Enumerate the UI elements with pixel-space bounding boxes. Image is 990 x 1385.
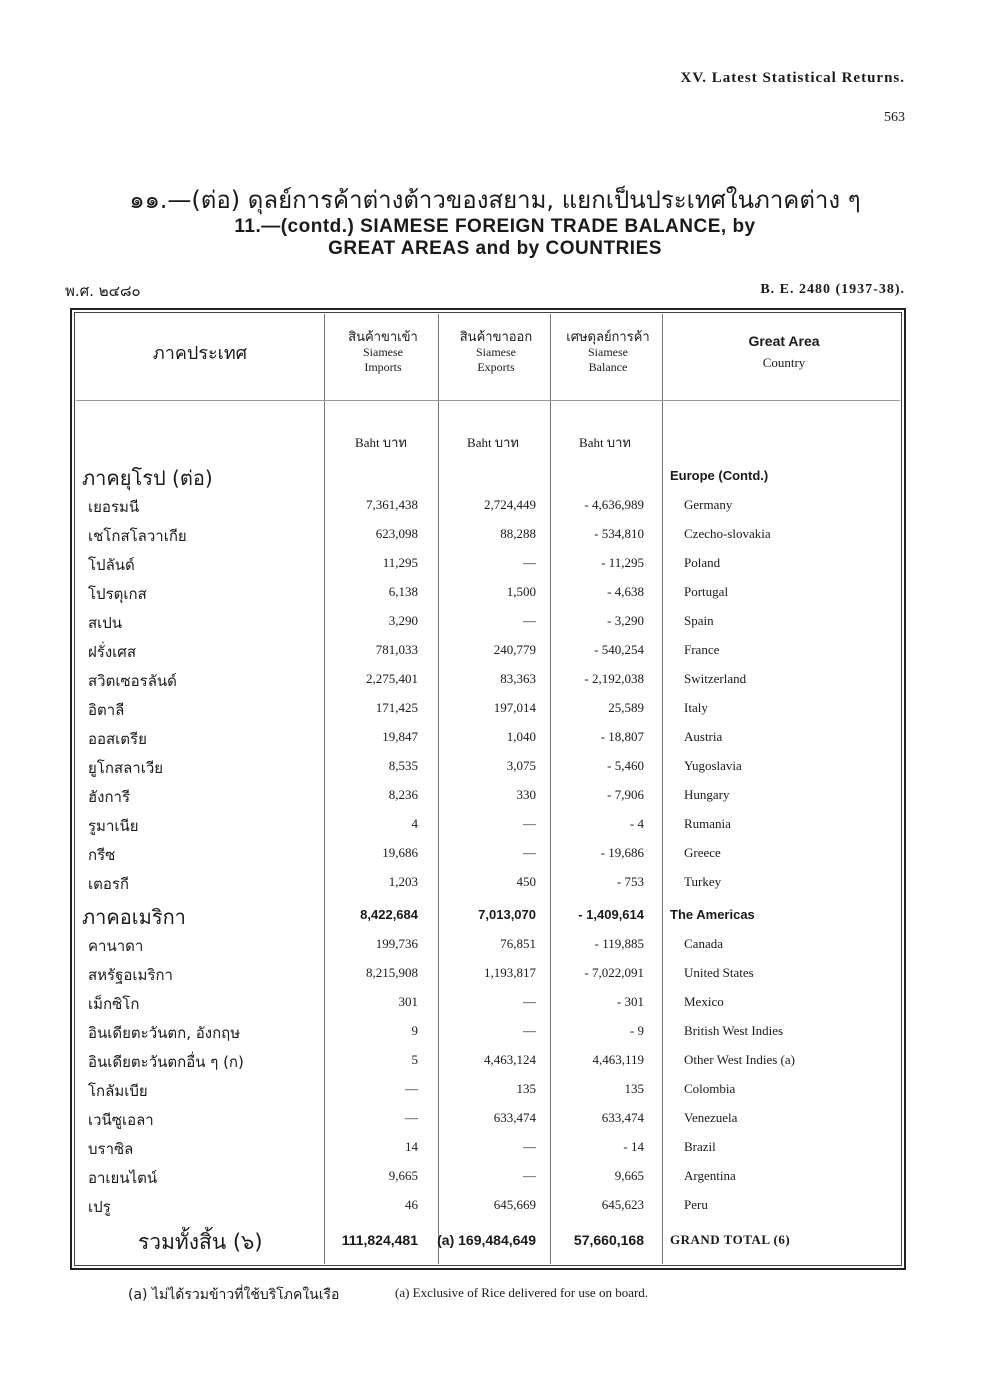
exports-value: 645,669 [493, 1197, 536, 1212]
balance-value: - 18,807 [600, 729, 644, 744]
balance-value: 25,589 [608, 700, 644, 715]
imports-value: 19,847 [382, 729, 418, 744]
exports-value: — [523, 816, 536, 831]
balance-value: - 4,638 [607, 584, 644, 599]
unit-imports: Baht บาท [355, 435, 407, 450]
row-label-english: France [684, 642, 720, 657]
title-thai: ๑๑.—(ต่อ) ดุลย์การค้าต่างต้าวของสยาม, แยกเป็นประเทศในภาคต่าง ๆ [129, 186, 861, 214]
balance-value: 135 [624, 1081, 644, 1096]
imports-value: 1,203 [388, 874, 418, 889]
imports-value: 111,824,481 [341, 1232, 418, 1248]
table-row [72, 959, 904, 988]
page-number: 563 [884, 110, 905, 125]
row-label-english: Mexico [684, 994, 724, 1009]
row-label-english: Germany [684, 497, 733, 512]
row-label-thai: เตอรกี [88, 875, 130, 893]
balance-value: 9,665 [614, 1168, 644, 1183]
row-label-thai: โปรตุเกส [88, 585, 147, 603]
exports-value: 3,075 [506, 758, 536, 773]
balance-value: - 19,686 [600, 845, 644, 860]
header-exports: สินค้าขาออก Siamese Exports [459, 330, 533, 374]
footnote-thai: (a) ไม่ได้รวมข้าวที่ใช้บริโภคในเรือ [128, 1287, 340, 1303]
table-row [72, 578, 904, 607]
table-row [72, 520, 904, 549]
imports-value: — [405, 1081, 418, 1096]
balance-value: - 7,022,091 [584, 965, 644, 980]
balance-value: - 4 [629, 816, 644, 831]
row-label-thai: ฝรั่งเศส [88, 643, 136, 661]
row-label-english: Hungary [684, 787, 730, 802]
row-label-thai: โกลัมเบีย [88, 1082, 148, 1100]
exports-value: 88,288 [500, 526, 536, 541]
balance-value: - 753 [616, 874, 644, 889]
exports-value: 83,363 [500, 671, 536, 686]
row-label-thai: อินเดียตะวันตกอื่น ๆ (ก) [88, 1053, 244, 1071]
row-label-thai: สเปน [88, 614, 123, 632]
exports-value: — [523, 845, 536, 860]
footnote-english: (a) Exclusive of Rice delivered for use on board. [395, 1285, 649, 1300]
exports-value: 7,013,070 [478, 907, 536, 922]
row-label-thai: รวมทั้งสิ้น (๖) [138, 1230, 263, 1254]
row-label-english: Other West Indies (a) [684, 1052, 795, 1067]
balance-value: - 9 [629, 1023, 644, 1038]
imports-value: 8,236 [388, 787, 418, 802]
header-imports: สินค้าขาเข้า Siamese Imports [348, 330, 418, 374]
header-balance: เศษดุลย์การค้า Siamese Balance [566, 330, 650, 374]
exports-value: 2,724,449 [484, 497, 536, 512]
row-label-thai: ภาคยุโรป (ต่อ) [82, 466, 213, 490]
year-thai: พ.ศ. ๒๔๘๐ [65, 282, 141, 300]
running-head: XV. Latest Statistical Returns. [680, 70, 905, 86]
balance-value: - 534,810 [594, 526, 644, 541]
row-label-thai: เวนีซูเอลา [88, 1111, 154, 1129]
balance-value: - 301 [616, 994, 644, 1009]
exports-value: 197,014 [493, 700, 536, 715]
row-label-thai: สวิตเซอรลันด์ [88, 672, 177, 690]
table-row [72, 723, 904, 752]
row-label-english: Poland [684, 555, 721, 570]
header-area-country: Great Area Country [748, 333, 820, 370]
imports-value: 11,295 [382, 555, 418, 570]
imports-value: 781,033 [375, 642, 418, 657]
exports-value: 450 [516, 874, 536, 889]
row-label-english: Turkey [684, 874, 722, 889]
table-row [72, 607, 904, 636]
imports-value: 199,736 [375, 936, 418, 951]
table-row [72, 549, 904, 578]
balance-value: 4,463,119 [592, 1052, 644, 1067]
table-row [72, 1104, 904, 1133]
row-label-thai: อิตาลี [88, 701, 125, 719]
row-label-english: Colombia [684, 1081, 736, 1096]
table-row [72, 988, 904, 1017]
table-row [72, 930, 904, 959]
title-english-line2: GREAT AREAS and by COUNTRIES [328, 238, 662, 259]
row-label-english: Switzerland [684, 671, 747, 686]
imports-value: 3,290 [388, 613, 418, 628]
table-row [72, 752, 904, 781]
balance-value: - 119,885 [594, 936, 644, 951]
balance-value: - 4,636,989 [584, 497, 644, 512]
imports-value: 19,686 [382, 845, 418, 860]
exports-value: 4,463,124 [484, 1052, 536, 1067]
imports-value: 2,275,401 [366, 671, 418, 686]
row-label-thai: คานาดา [88, 937, 144, 955]
imports-value: 9 [411, 1023, 418, 1038]
imports-value: 623,098 [375, 526, 418, 541]
row-label-english: Italy [684, 700, 708, 715]
balance-value: - 5,460 [607, 758, 644, 773]
row-label-thai: ฮังการี [88, 788, 131, 806]
balance-value: 645,623 [601, 1197, 644, 1212]
row-label-thai: อาเยนไตน์ [88, 1169, 158, 1187]
row-label-thai: รูมาเนีย [88, 817, 139, 835]
row-label-english: British West Indies [684, 1023, 784, 1038]
balance-value: 57,660,168 [573, 1232, 644, 1248]
table-row [72, 781, 904, 810]
row-label-thai: บราซิล [88, 1140, 134, 1158]
balance-value: - 11,295 [601, 555, 644, 570]
row-label-english: Rumania [684, 816, 731, 831]
row-label-english: Yugoslavia [684, 758, 742, 773]
total-row [72, 1226, 904, 1255]
imports-value: 4 [411, 816, 418, 831]
row-label-english: Czecho-slovakia [684, 526, 771, 541]
row-label-english: Argentina [684, 1168, 736, 1183]
unit-balance: Baht บาท [579, 435, 631, 450]
header-region: ภาคประเทศ [152, 343, 248, 364]
row-label-thai: โปลันด์ [88, 556, 135, 574]
exports-value: 76,851 [500, 936, 536, 951]
table-row [72, 1046, 904, 1075]
row-label-thai: อินเดียตะวันตก, อังกฤษ [88, 1024, 241, 1042]
row-label-english: Peru [684, 1197, 708, 1212]
row-label-english: Greece [684, 845, 721, 860]
title-english-line1: 11.—(contd.) SIAMESE FOREIGN TRADE BALANCE, by [234, 216, 756, 237]
row-label-english: Portugal [684, 584, 729, 599]
exports-value: 240,779 [493, 642, 536, 657]
exports-value: — [523, 1168, 536, 1183]
row-label-thai: ยูโกสลาเวีย [88, 759, 164, 777]
table-row [72, 1133, 904, 1162]
balance-value: 633,474 [601, 1110, 644, 1125]
table-row [72, 636, 904, 665]
row-label-english: Venezuela [684, 1110, 738, 1125]
imports-value: 7,361,438 [366, 497, 418, 512]
imports-value: 301 [398, 994, 418, 1009]
unit-exports: Baht บาท [467, 435, 519, 450]
year-english: B. E. 2480 (1937-38). [760, 282, 905, 297]
row-label-english: GRAND TOTAL (6) [670, 1232, 791, 1247]
imports-value: 14 [405, 1139, 418, 1154]
row-label-english: Canada [684, 936, 723, 951]
imports-value: 5 [411, 1052, 418, 1067]
table-row [72, 868, 904, 897]
row-label-thai: กรีซ [88, 846, 116, 864]
table-row [72, 839, 904, 868]
balance-value: - 3,290 [607, 613, 644, 628]
imports-value: 46 [405, 1197, 418, 1212]
header-divider [76, 400, 900, 401]
exports-value: (a) 169,484,649 [437, 1232, 536, 1248]
table-row [72, 1075, 904, 1104]
balance-value: - 1,409,614 [578, 907, 644, 922]
balance-value: - 2,192,038 [584, 671, 644, 686]
imports-value: — [405, 1110, 418, 1125]
balance-value: - 7,906 [607, 787, 644, 802]
exports-value: — [523, 1023, 536, 1038]
exports-value: 1,500 [506, 584, 536, 599]
row-label-thai: ออสเตรีย [88, 730, 147, 748]
row-label-thai: เชโกสโลวาเกีย [88, 527, 187, 545]
exports-value: 1,040 [506, 729, 536, 744]
row-label-english: Europe (Contd.) [670, 468, 769, 483]
row-label-thai: เยอรมนี [88, 498, 140, 516]
table-row [72, 1017, 904, 1046]
table-row [72, 491, 904, 520]
row-label-english: Brazil [684, 1139, 716, 1154]
table-row [72, 665, 904, 694]
exports-value: 1,193,817 [484, 965, 536, 980]
imports-value: 6,138 [388, 584, 418, 599]
row-label-english: Spain [684, 613, 714, 628]
balance-value: - 540,254 [594, 642, 644, 657]
trade-table [70, 308, 906, 1270]
balance-value: - 14 [623, 1139, 644, 1154]
row-label-thai: ภาคอเมริกา [82, 905, 186, 929]
imports-value: 8,535 [388, 758, 418, 773]
imports-value: 8,215,908 [366, 965, 418, 980]
exports-value: 135 [516, 1081, 536, 1096]
imports-value: 171,425 [375, 700, 418, 715]
row-label-thai: สหรัฐอเมริกา [88, 966, 173, 984]
table-row [72, 810, 904, 839]
row-label-english: Austria [684, 729, 723, 744]
area-row [72, 462, 904, 491]
exports-value: 330 [516, 787, 536, 802]
exports-value: 633,474 [493, 1110, 536, 1125]
table-row [72, 694, 904, 723]
exports-value: — [523, 1139, 536, 1154]
row-label-english: United States [684, 965, 754, 980]
table-row [72, 1191, 904, 1220]
area-row [72, 901, 904, 930]
imports-value: 9,665 [388, 1168, 418, 1183]
row-label-english: The Americas [670, 907, 755, 922]
exports-value: — [523, 613, 536, 628]
imports-value: 8,422,684 [360, 907, 418, 922]
table-row [72, 1162, 904, 1191]
exports-value: — [523, 555, 536, 570]
exports-value: — [523, 994, 536, 1009]
row-label-thai: เม็กซิโก [88, 995, 140, 1013]
row-label-thai: เปรู [88, 1198, 111, 1216]
